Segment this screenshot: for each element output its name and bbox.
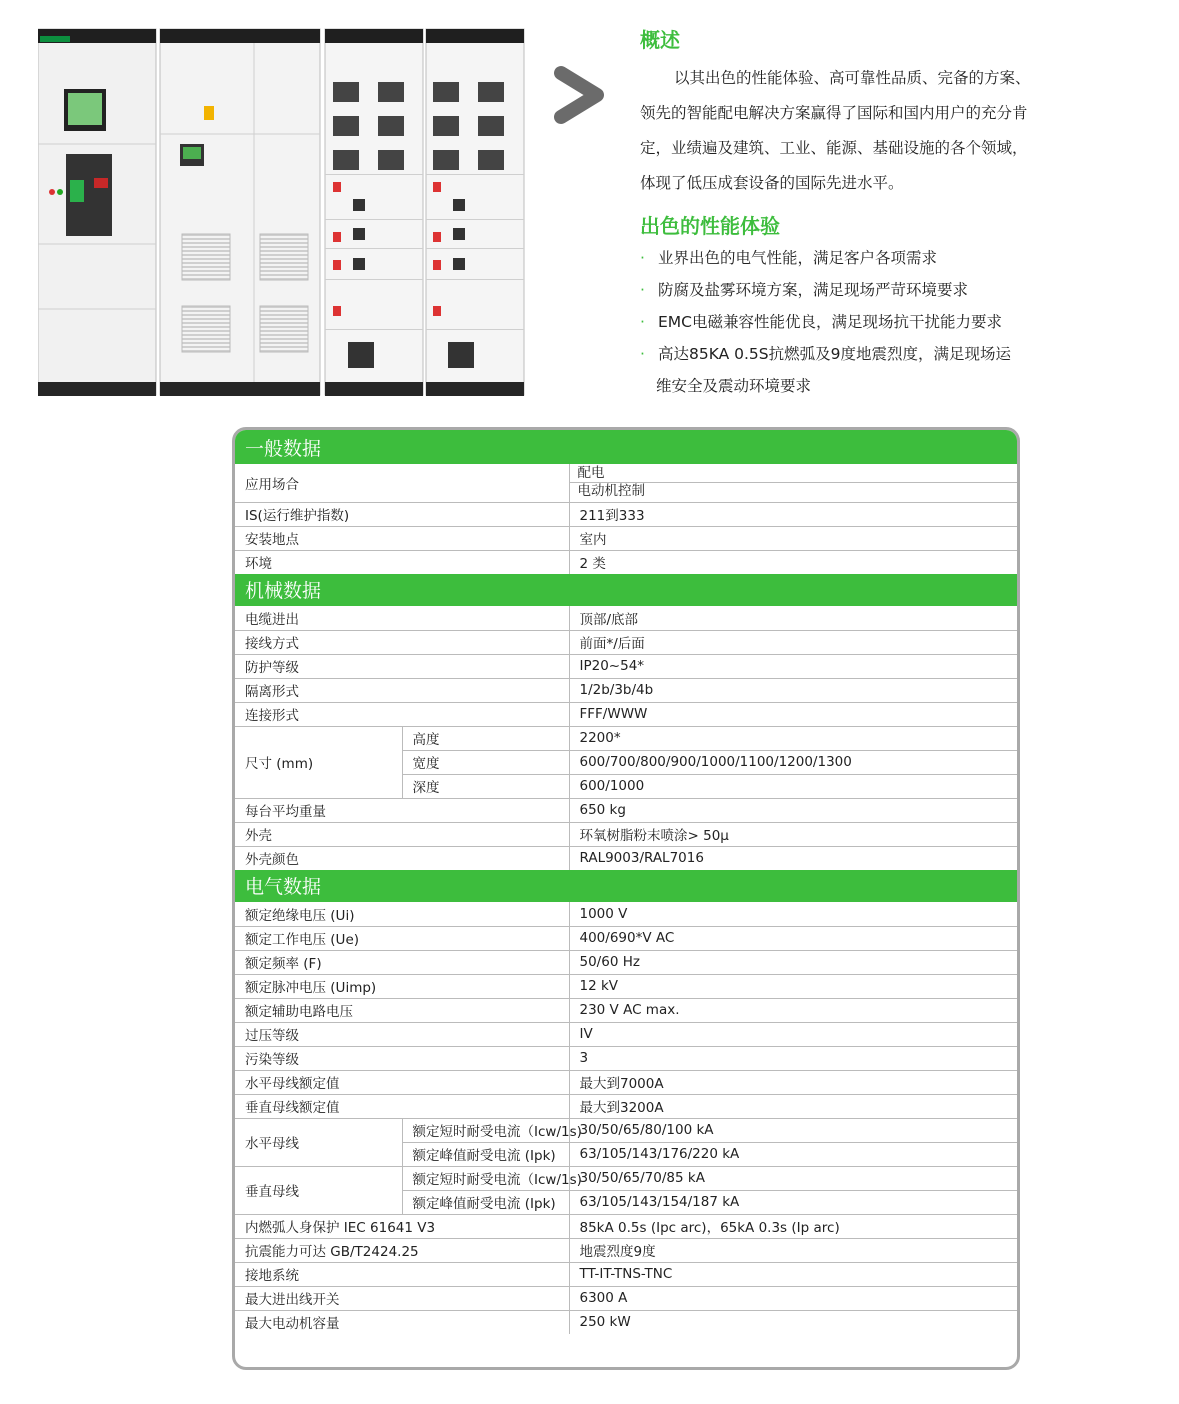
table-row: 污染等级 3 [235, 1046, 1017, 1070]
section-header-mechanical: 机械数据 [235, 574, 1017, 606]
table-row: 水平母线 额定短时耐受电流（Icw/1s) 30/50/65/80/100 kA [235, 1118, 1017, 1142]
list-item: · 高达85KA 0.5S抗燃弧及9度地震烈度，满足现场运 维安全及震动环境要求 [640, 338, 1080, 402]
table-row: 尺寸 (mm) 高度 2200* [235, 726, 1017, 750]
table-row: 外壳 环氧树脂粉末喷涂> 50μ [235, 822, 1017, 846]
chevron-right-icon [553, 65, 605, 125]
electrical-table [235, 902, 1017, 1334]
bullet-dot-icon: · [640, 281, 645, 299]
table-row: 额定辅助电路电压 230 V AC max. [235, 998, 1017, 1022]
table-row: 连接形式 FFF/WWW [235, 702, 1017, 726]
general-table [235, 464, 1017, 574]
section-header-general: 一般数据 [235, 430, 1017, 464]
table-row: 外壳颜色 RAL9003/RAL7016 [235, 846, 1017, 870]
mechanical-table [235, 606, 1017, 870]
table-row: 安装地点 室内 [235, 526, 1017, 550]
overview-text [640, 61, 1080, 201]
table-row: 最大电动机容量 250 kW [235, 1310, 1017, 1334]
performance-list [640, 242, 1080, 402]
table-row: 额定脉冲电压 (Uimp) 12 kV [235, 974, 1017, 998]
bullet-dot-icon: · [640, 249, 645, 267]
list-item: · EMC电磁兼容性能优良，满足现场抗干扰能力要求 [640, 306, 1080, 338]
table-row: 垂直母线 额定短时耐受电流（Icw/1s) 30/50/65/70/85 kA [235, 1166, 1017, 1190]
spec-table [232, 427, 1020, 1370]
table-row: 过压等级 IV [235, 1022, 1017, 1046]
switchgear-cabinet-image [38, 14, 532, 398]
table-row: 内燃弧人身保护 IEC 61641 V3 85kA 0.5s (Ipc arc)，65kA 0.3s (Ip arc) [235, 1214, 1017, 1238]
table-row: 每台平均重量 650 kg [235, 798, 1017, 822]
table-row: 额定工作电压 (Ue) 400/690*V AC [235, 926, 1017, 950]
table-row: 水平母线额定值 最大到7000A [235, 1070, 1017, 1094]
table-row: 额定峰值耐受电流 (Ipk) 63/105/143/154/187 kA [235, 1190, 1017, 1214]
overview-line: 体现了低压成套设备的国际先进水平。 [640, 174, 904, 192]
section-header-electrical: 电气数据 [235, 870, 1017, 902]
table-row: 隔离形式 1/2b/3b/4b [235, 678, 1017, 702]
table-row: 电缆进出 顶部/底部 [235, 606, 1017, 630]
overview-line: 以其出色的性能体验、高可靠性品质、完备的方案、 [674, 69, 1031, 87]
table-row: 垂直母线额定值 最大到3200A [235, 1094, 1017, 1118]
table-row: 额定绝缘电压 (Ui) 1000 V [235, 902, 1017, 926]
overview-title: 概述 [640, 28, 680, 52]
table-row: 接地系统 TT-IT-TNS-TNC [235, 1262, 1017, 1286]
table-row: 深度 600/1000 [235, 774, 1017, 798]
table-row: 环境 2 类 [235, 550, 1017, 574]
list-item: · 防腐及盐雾环境方案，满足现场严苛环境要求 [640, 274, 1080, 306]
table-row: IS(运行维护指数) 211到333 [235, 502, 1017, 526]
overview-line: 定，业绩遍及建筑、工业、能源、基础设施的各个领域， [640, 139, 1028, 157]
table-row: 额定峰值耐受电流 (Ipk) 63/105/143/176/220 kA [235, 1142, 1017, 1166]
table-row: 接线方式 前面*/后面 [235, 630, 1017, 654]
performance-title: 出色的性能体验 [640, 214, 780, 238]
table-row: 抗震能力可达 GB/T2424.25 地震烈度9度 [235, 1238, 1017, 1262]
bullet-dot-icon: · [640, 345, 645, 363]
bullet-dot-icon: · [640, 313, 645, 331]
overview-line: 领先的智能配电解决方案赢得了国际和国内用户的充分肯 [640, 104, 1028, 122]
table-row: 额定频率 (F) 50/60 Hz [235, 950, 1017, 974]
table-row: 应用场合 配电 电动机控制 [235, 464, 1017, 502]
table-row: 防护等级 IP20~54* [235, 654, 1017, 678]
table-row: 宽度 600/700/800/900/1000/1100/1200/1300 [235, 750, 1017, 774]
list-item: · 业界出色的电气性能，满足客户各项需求 [640, 242, 1080, 274]
table-row: 最大进出线开关 6300 A [235, 1286, 1017, 1310]
